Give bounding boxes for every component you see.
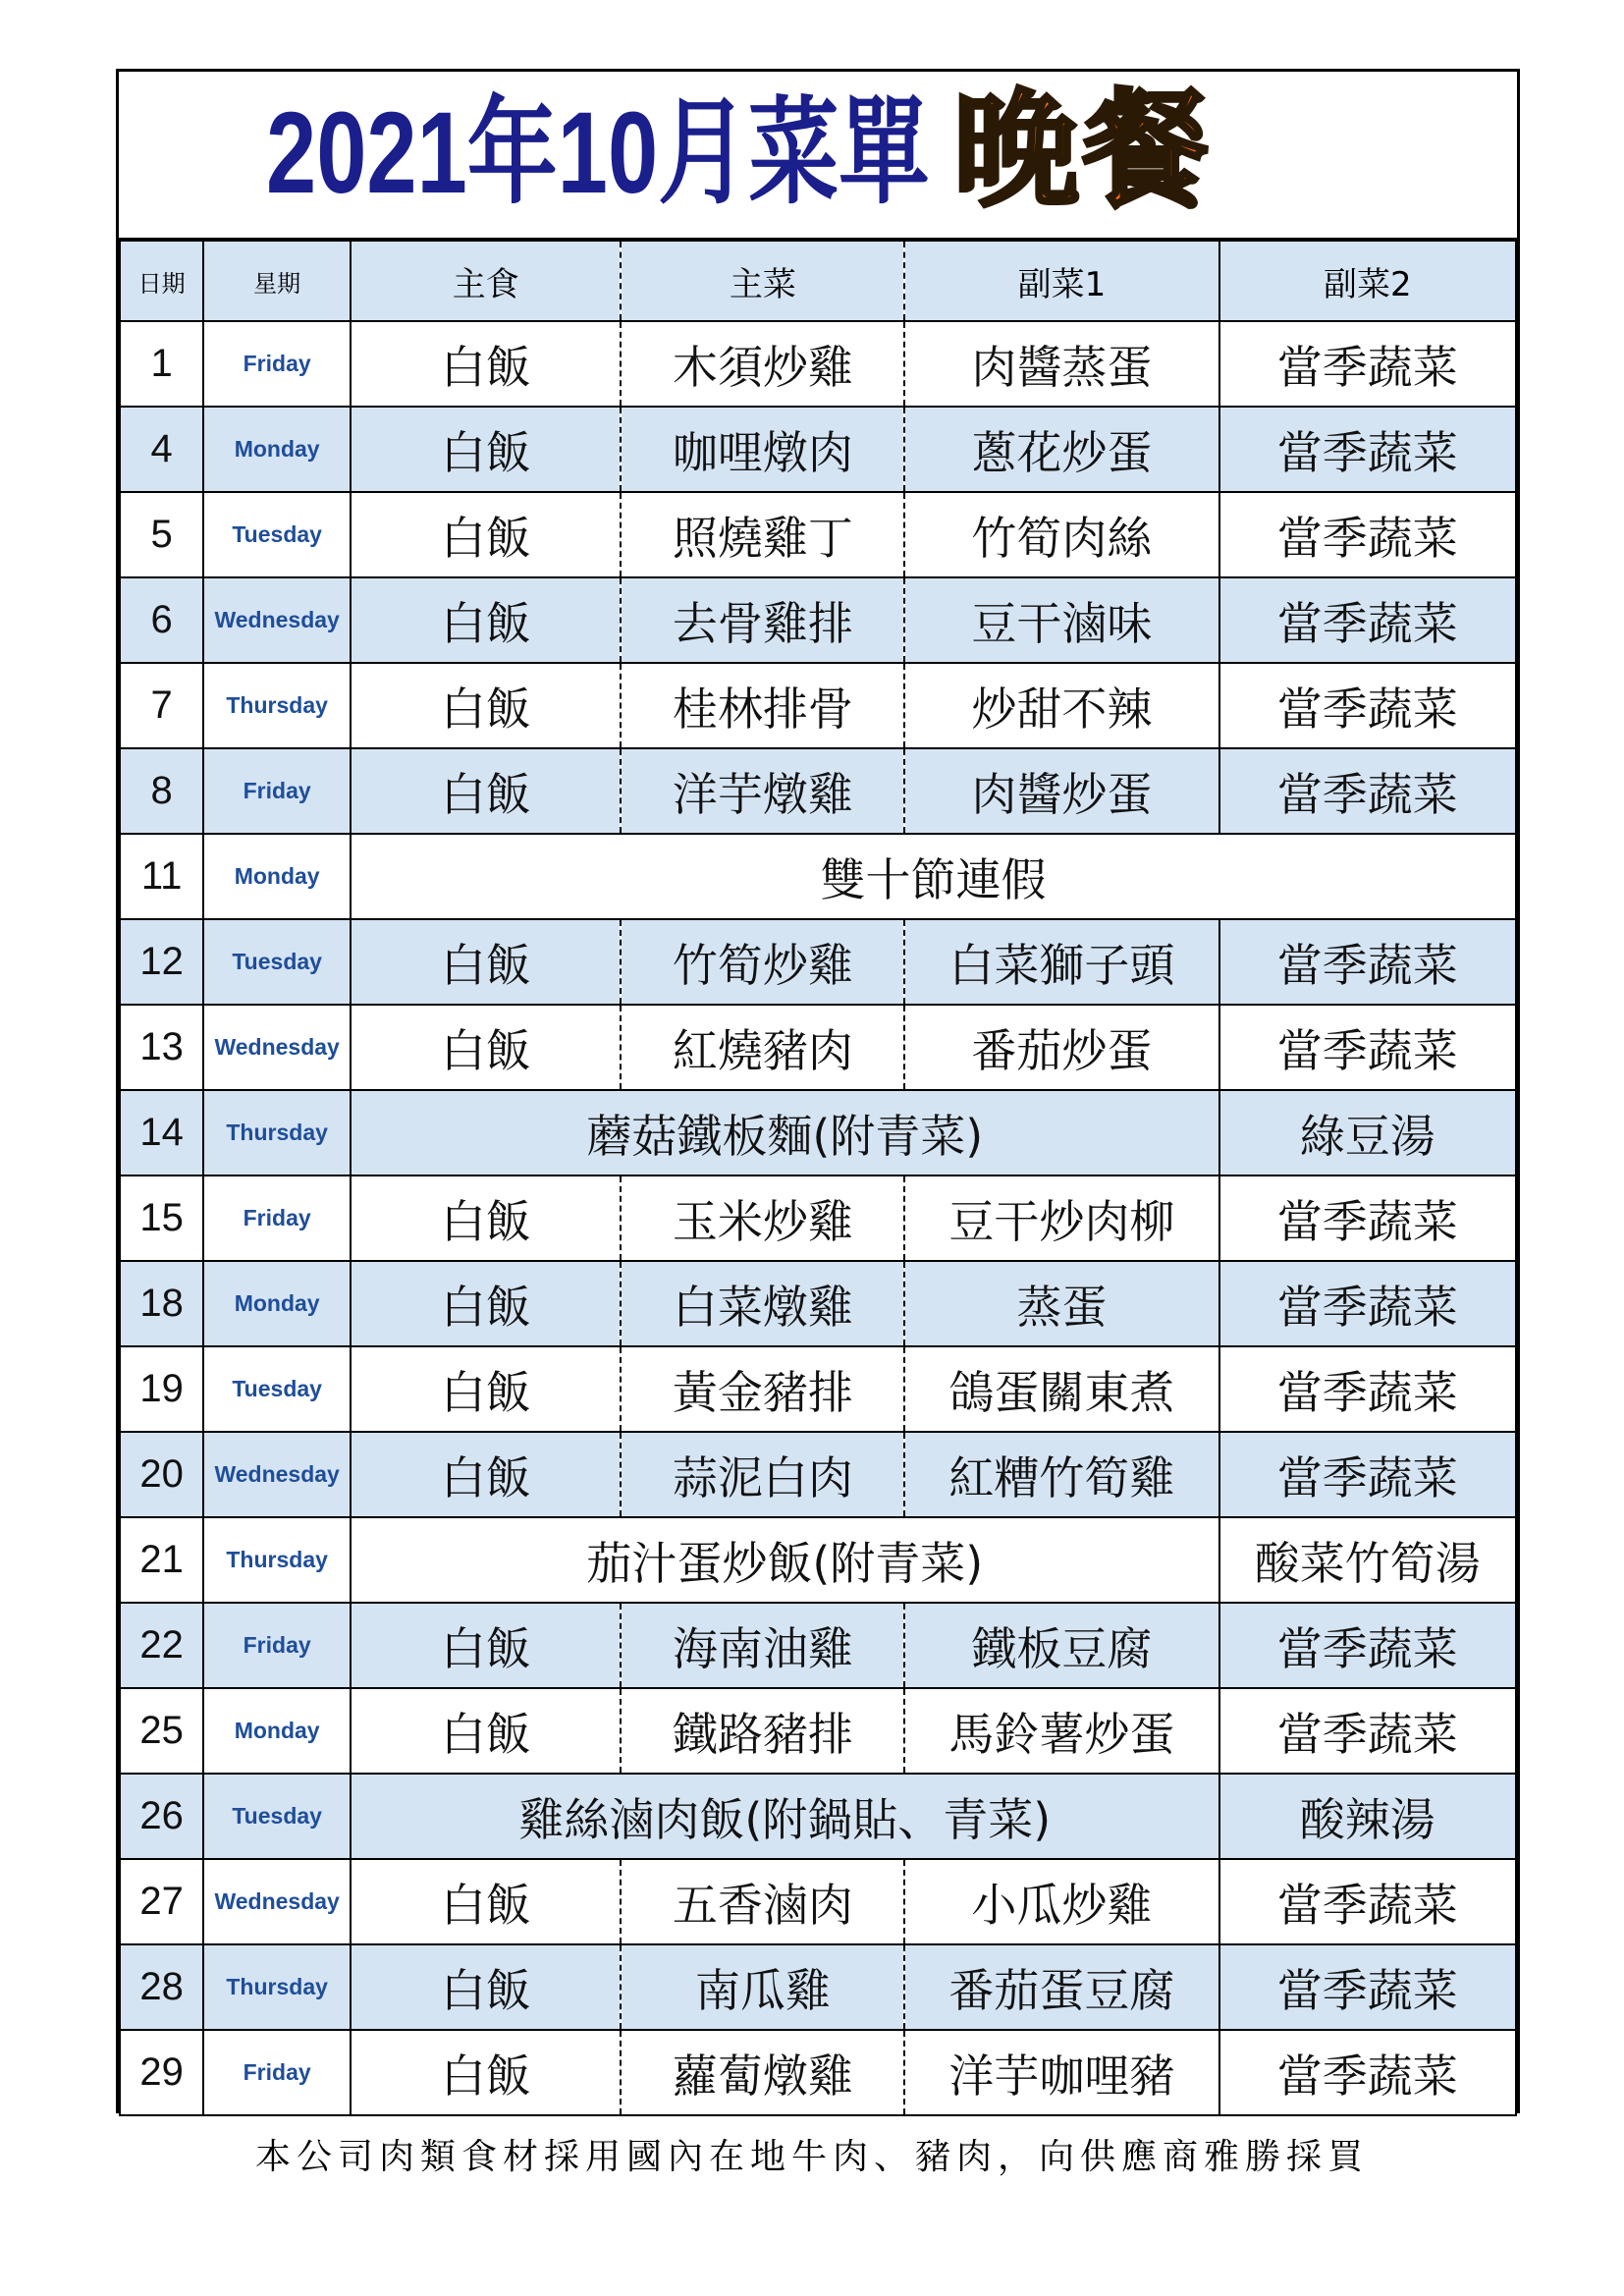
row-side1: 肉醬炒蛋: [904, 748, 1218, 834]
row-weekday: Monday: [203, 1688, 351, 1774]
row-side2: 當季蔬菜: [1219, 1005, 1516, 1090]
row-side1: 洋芋咖哩豬: [904, 2030, 1218, 2115]
row-staple: 白飯: [351, 1688, 621, 1774]
title-row: [119, 72, 1517, 240]
table-row: [120, 2030, 1516, 2115]
menu-body: [120, 321, 1516, 2115]
table-row: [120, 1688, 1516, 1774]
header-main-dish: 主菜: [621, 241, 904, 321]
table-row: [120, 321, 1516, 407]
row-side2: 當季蔬菜: [1219, 748, 1516, 834]
row-weekday: Monday: [203, 834, 351, 919]
row-side2: 當季蔬菜: [1219, 663, 1516, 748]
row-weekday: Thursday: [203, 1090, 351, 1175]
row-date: 29: [120, 2030, 203, 2115]
header-side2: 副菜2: [1219, 241, 1516, 321]
header-staple: 主食: [351, 241, 621, 321]
row-side2: 當季蔬菜: [1219, 1944, 1516, 2030]
row-main-dish: 玉米炒雞: [621, 1175, 904, 1261]
row-date: 5: [120, 492, 203, 577]
row-side1: 肉醬蒸蛋: [904, 321, 1218, 407]
row-main-dish: 竹筍炒雞: [621, 919, 904, 1005]
row-main-dish: 咖哩燉肉: [621, 407, 904, 492]
row-date: 14: [120, 1090, 203, 1175]
row-side2: 當季蔬菜: [1219, 407, 1516, 492]
row-date: 19: [120, 1346, 203, 1432]
row-side1: 蒸蛋: [904, 1261, 1218, 1346]
row-staple: 白飯: [351, 1859, 621, 1944]
header-date: 日期: [120, 241, 203, 321]
row-weekday: Wednesday: [203, 1432, 351, 1517]
row-weekday: Tuesday: [203, 1774, 351, 1859]
row-main-dish: 木須炒雞: [621, 321, 904, 407]
row-date: 15: [120, 1175, 203, 1261]
row-staple: 白飯: [351, 577, 621, 663]
row-staple: 白飯: [351, 1944, 621, 2030]
row-side2: 當季蔬菜: [1219, 1175, 1516, 1261]
row-side2: 酸辣湯: [1219, 1774, 1516, 1859]
table-row: [120, 1944, 1516, 2030]
row-staple: 白飯: [351, 1346, 621, 1432]
row-main-dish: 五香滷肉: [621, 1859, 904, 1944]
header-weekday: 星期: [203, 241, 351, 321]
table-row: [120, 834, 1516, 919]
row-main-dish: 紅燒豬肉: [621, 1005, 904, 1090]
row-side1: 蔥花炒蛋: [904, 407, 1218, 492]
menu-table: [119, 240, 1517, 2116]
row-main-dish: 白菜燉雞: [621, 1261, 904, 1346]
row-date: 26: [120, 1774, 203, 1859]
row-weekday: Tuesday: [203, 919, 351, 1005]
row-side1: 紅糟竹筍雞: [904, 1432, 1218, 1517]
row-weekday: Friday: [203, 321, 351, 407]
table-row: [120, 1261, 1516, 1346]
row-staple: 白飯: [351, 1261, 621, 1346]
table-row: [120, 663, 1516, 748]
row-date: 18: [120, 1261, 203, 1346]
row-combo-meal: 茄汁蛋炒飯(附青菜): [351, 1517, 1219, 1603]
table-row: [120, 577, 1516, 663]
table-row: [120, 407, 1516, 492]
row-weekday: Friday: [203, 748, 351, 834]
row-combo-meal: 雞絲滷肉飯(附鍋貼、青菜): [351, 1774, 1219, 1859]
row-side1: 炒甜不辣: [904, 663, 1218, 748]
row-main-dish: 洋芋燉雞: [621, 748, 904, 834]
row-staple: 白飯: [351, 2030, 621, 2115]
row-main-dish: 蒜泥白肉: [621, 1432, 904, 1517]
row-side2: 當季蔬菜: [1219, 321, 1516, 407]
row-side2: 當季蔬菜: [1219, 2030, 1516, 2115]
table-row: [120, 1517, 1516, 1603]
row-weekday: Monday: [203, 1261, 351, 1346]
row-side2: 當季蔬菜: [1219, 1603, 1516, 1688]
row-date: 20: [120, 1432, 203, 1517]
menu-frame: [116, 69, 1520, 2113]
row-side2: 綠豆湯: [1219, 1090, 1516, 1175]
row-weekday: Friday: [203, 2030, 351, 2115]
row-staple: 白飯: [351, 748, 621, 834]
row-main-dish: 蘿蔔燉雞: [621, 2030, 904, 2115]
row-main-dish: 鐵路豬排: [621, 1688, 904, 1774]
row-weekday: Tuesday: [203, 1346, 351, 1432]
row-staple: 白飯: [351, 1175, 621, 1261]
row-side2: 當季蔬菜: [1219, 919, 1516, 1005]
row-side1: 番茄炒蛋: [904, 1005, 1218, 1090]
row-main-dish: 桂林排骨: [621, 663, 904, 748]
row-staple: 白飯: [351, 1603, 621, 1688]
row-main-dish: 去骨雞排: [621, 577, 904, 663]
row-side2: 當季蔬菜: [1219, 577, 1516, 663]
row-side2: 當季蔬菜: [1219, 1688, 1516, 1774]
table-row: [120, 748, 1516, 834]
row-staple: 白飯: [351, 1432, 621, 1517]
table-row: [120, 1774, 1516, 1859]
row-staple: 白飯: [351, 492, 621, 577]
row-date: 1: [120, 321, 203, 407]
row-side2: 當季蔬菜: [1219, 492, 1516, 577]
row-main-dish: 黃金豬排: [621, 1346, 904, 1432]
header-side1: 副菜1: [904, 241, 1218, 321]
row-combo-meal: 蘑菇鐵板麵(附青菜): [351, 1090, 1219, 1175]
row-date: 4: [120, 407, 203, 492]
table-row: [120, 1432, 1516, 1517]
row-side1: 竹筍肉絲: [904, 492, 1218, 577]
row-weekday: Thursday: [203, 1944, 351, 2030]
row-side1: 鐵板豆腐: [904, 1603, 1218, 1688]
row-date: 28: [120, 1944, 203, 2030]
table-row: [120, 1090, 1516, 1175]
row-weekday: Thursday: [203, 663, 351, 748]
header-row: [120, 241, 1516, 321]
row-side1: 馬鈴薯炒蛋: [904, 1688, 1218, 1774]
meal-title: 晚餐: [953, 78, 1214, 224]
row-date: 6: [120, 577, 203, 663]
row-side2: 當季蔬菜: [1219, 1261, 1516, 1346]
row-date: 22: [120, 1603, 203, 1688]
table-row: [120, 1603, 1516, 1688]
table-row: [120, 1005, 1516, 1090]
row-side2: 當季蔬菜: [1219, 1432, 1516, 1517]
table-row: [120, 1175, 1516, 1261]
row-date: 11: [120, 834, 203, 919]
row-date: 8: [120, 748, 203, 834]
row-weekday: Wednesday: [203, 1005, 351, 1090]
table-row: [120, 919, 1516, 1005]
footer-note: 本公司肉類食材採用國內在地牛肉、豬肉，向供應商雅勝採買: [254, 2137, 1369, 2177]
row-side1: 小瓜炒雞: [904, 1859, 1218, 1944]
row-side1: 豆干滷味: [904, 577, 1218, 663]
row-staple: 白飯: [351, 407, 621, 492]
row-staple: 白飯: [351, 919, 621, 1005]
row-weekday: Friday: [203, 1603, 351, 1688]
row-weekday: Wednesday: [203, 577, 351, 663]
row-date: 12: [120, 919, 203, 1005]
row-weekday: Tuesday: [203, 492, 351, 577]
row-staple: 白飯: [351, 663, 621, 748]
row-date: 25: [120, 1688, 203, 1774]
table-row: [120, 1859, 1516, 1944]
menu-title: 2021年10月菜單: [266, 88, 930, 218]
row-side1: 鴿蛋關東煮: [904, 1346, 1218, 1432]
row-side2: 當季蔬菜: [1219, 1859, 1516, 1944]
row-staple: 白飯: [351, 321, 621, 407]
row-holiday: 雙十節連假: [351, 834, 1516, 919]
row-main-dish: 照燒雞丁: [621, 492, 904, 577]
row-side2: 當季蔬菜: [1219, 1346, 1516, 1432]
row-date: 7: [120, 663, 203, 748]
row-weekday: Monday: [203, 407, 351, 492]
row-weekday: Friday: [203, 1175, 351, 1261]
row-side1: 白菜獅子頭: [904, 919, 1218, 1005]
row-side1: 番茄蛋豆腐: [904, 1944, 1218, 2030]
row-side1: 豆干炒肉柳: [904, 1175, 1218, 1261]
table-row: [120, 492, 1516, 577]
row-weekday: Wednesday: [203, 1859, 351, 1944]
row-main-dish: 海南油雞: [621, 1603, 904, 1688]
row-date: 27: [120, 1859, 203, 1944]
row-staple: 白飯: [351, 1005, 621, 1090]
row-side2: 酸菜竹筍湯: [1219, 1517, 1516, 1603]
row-date: 13: [120, 1005, 203, 1090]
row-main-dish: 南瓜雞: [621, 1944, 904, 2030]
row-weekday: Thursday: [203, 1517, 351, 1603]
row-date: 21: [120, 1517, 203, 1603]
table-row: [120, 1346, 1516, 1432]
